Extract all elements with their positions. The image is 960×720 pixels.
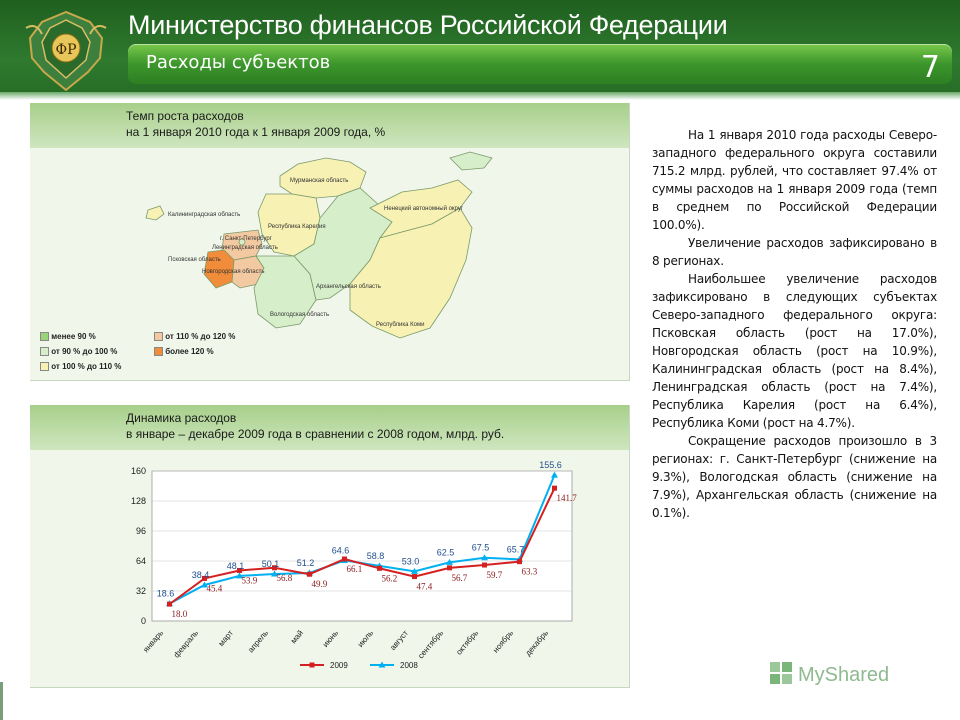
legend-swatch — [40, 347, 49, 356]
data-label-2009: 56.8 — [276, 572, 293, 583]
ministry-emblem-icon — [22, 8, 110, 94]
data-label-2009: 141.7 — [556, 493, 577, 504]
map-title-line2: на 1 января 2010 года к 1 января 2009 года, % — [126, 125, 386, 139]
series-point-2009 — [377, 566, 382, 571]
legend-label: от 100 % до 110 % — [51, 362, 122, 371]
series-point-2009 — [517, 559, 522, 564]
data-label-2008: 65.7 — [506, 544, 525, 555]
text-paragraph-2: Увеличение расходов зафиксировано в 8 регионах. — [652, 236, 937, 268]
data-label-2008: 48.1 — [226, 560, 245, 571]
data-label-2009: 59.7 — [486, 570, 503, 581]
region-islands — [450, 152, 492, 170]
x-tick-label: сентябрь — [416, 628, 446, 661]
edge-mark — [0, 682, 3, 720]
data-label-2008: 155.6 — [539, 460, 562, 471]
legend-item-110-120 — [154, 332, 235, 341]
region-map — [30, 148, 630, 380]
y-tick-label: 0 — [140, 616, 146, 626]
legend-item-over-120 — [154, 347, 214, 356]
x-tick-label: август — [388, 628, 411, 653]
chart-panel — [30, 405, 630, 688]
slide-title: Расходы субъектов — [146, 52, 331, 73]
data-label-2008: 38.4 — [191, 570, 210, 580]
map-panel — [30, 103, 630, 381]
series-point-2009 — [447, 565, 452, 570]
series-point-2009 — [167, 602, 172, 607]
region-kaliningrad — [146, 206, 164, 220]
data-label-2009: 56.2 — [381, 573, 398, 584]
legend-label: от 110 % до 120 % — [165, 332, 236, 341]
chart-xticks — [141, 628, 550, 660]
y-tick-label: 128 — [130, 496, 146, 506]
text-paragraph-3: Наибольшее увеличение расходов зафиксировано в следующих субъектах Северо-западного федерального округа: Псковская область (рост на 17.0%), Новгородская область (рост на 10.9%), Калининградская область (рост на 8.4%), Ленинградская область (рост на 7.4%), Республика Карелия (рост на 6.4%), Республика Коми (рост на 4.7%). — [652, 272, 937, 430]
label-spb: г. Санкт-Петербург — [220, 236, 272, 242]
x-tick-label: январь — [141, 628, 166, 655]
series-point-2009 — [342, 557, 347, 562]
legend-swatch — [40, 332, 49, 341]
legend-label-2009: 2009 — [330, 661, 348, 670]
legend-item-under-90 — [40, 332, 96, 341]
data-label-2009: 56.7 — [451, 572, 468, 583]
chart-title-line1: Динамика расходов — [126, 411, 237, 425]
legend-label: менее 90 % — [51, 332, 96, 341]
label-arkhangelsk: Архангельская область — [316, 284, 381, 290]
x-tick-label: октябрь — [454, 628, 481, 657]
label-kaliningrad: Калининградская область — [168, 212, 241, 218]
chart-title-line2: в январе – декабре 2009 года в сравнении с 2008 годом, млрд. руб. — [126, 427, 505, 441]
data-label-2008: 58.8 — [366, 550, 385, 561]
label-nenets: Ненецкий автономный округ — [384, 206, 464, 212]
x-tick-label: декабрь — [523, 628, 551, 658]
y-tick-label: 32 — [135, 586, 146, 596]
svg-text:ФР: ФР — [55, 42, 77, 58]
data-label-2008: 62.5 — [436, 547, 455, 558]
x-tick-label: июль — [355, 628, 376, 649]
data-label-2009: 18.0 — [171, 609, 188, 620]
legend-label-2008: 2008 — [400, 661, 418, 670]
ministry-title: Министерство финансов Российской Федерации — [128, 10, 728, 40]
line-chart — [30, 453, 628, 685]
data-label-2009: 47.4 — [416, 581, 433, 592]
chart-yticks — [131, 466, 146, 626]
chart-legend — [300, 661, 418, 670]
series-point-2009 — [307, 572, 312, 577]
legend-label: от 90 % до 100 % — [51, 347, 118, 356]
y-tick-label: 160 — [130, 466, 146, 476]
header-divider — [0, 92, 960, 100]
legend-marker-2009 — [310, 663, 315, 668]
x-tick-label: июнь — [320, 628, 341, 649]
legend-item-90-100 — [40, 347, 117, 356]
series-point-2009 — [552, 486, 557, 491]
legend-label: более 120 % — [165, 347, 214, 356]
watermark-logo — [768, 658, 928, 688]
map-title-line1: Темп роста расходов — [126, 109, 244, 123]
series-point-2009 — [482, 563, 487, 568]
data-label-2008: 51.2 — [296, 558, 315, 568]
data-label-2009: 49.9 — [311, 579, 328, 590]
data-label-2009: 66.1 — [346, 564, 363, 575]
text-paragraph-1: На 1 января 2010 года расходы Северо-западного федерального округа составили 715.2 млрд. рублей, что составляет 97.4% от суммы расходов на 1 января 2009 года (темп в среднем по Российской Федерации 100.0%). — [652, 128, 937, 232]
label-novgorod: Новгородская область — [202, 269, 265, 275]
data-label-2009: 63.3 — [521, 566, 538, 577]
page-number: 7 — [920, 50, 940, 85]
label-murmansk: Мурманская область — [290, 178, 349, 184]
data-label-2009: 45.4 — [206, 583, 223, 594]
text-paragraph-4: Сокращение расходов произошло в 3 регионах: г. Санкт-Петербург (снижение на 9.3%), Вологодская область (снижение на 7.9%), Архангельская область (снижение на 0.1%). — [652, 434, 937, 520]
y-tick-label: 64 — [135, 556, 146, 566]
series-point-2009 — [412, 574, 417, 579]
data-label-2008: 18.6 — [156, 588, 175, 599]
x-tick-label: март — [216, 628, 236, 648]
x-tick-label: ноябрь — [491, 628, 516, 655]
label-pskov: Псковская область — [168, 257, 221, 263]
legend-swatch — [40, 362, 49, 371]
data-label-2008: 64.6 — [331, 545, 350, 556]
y-tick-label: 96 — [135, 526, 146, 536]
label-vologda: Вологодская область — [270, 312, 330, 318]
data-label-2008: 53.0 — [401, 556, 420, 567]
x-tick-label: май — [288, 628, 306, 646]
label-leningrad: Ленинградская область — [212, 245, 278, 251]
legend-swatch — [154, 332, 163, 341]
x-tick-label: апрель — [246, 628, 271, 655]
text-column — [652, 126, 937, 522]
label-komi: Республика Коми — [376, 322, 425, 328]
legend-item-100-110 — [40, 362, 121, 371]
data-label-2008: 50.1 — [261, 559, 280, 570]
data-label-2009: 53.9 — [241, 575, 258, 586]
legend-swatch — [154, 347, 163, 356]
data-label-2008: 67.5 — [471, 542, 490, 553]
label-karelia: Республика Карелия — [268, 224, 326, 230]
x-tick-label: февраль — [171, 628, 201, 660]
watermark-text: MyShared — [798, 664, 890, 686]
